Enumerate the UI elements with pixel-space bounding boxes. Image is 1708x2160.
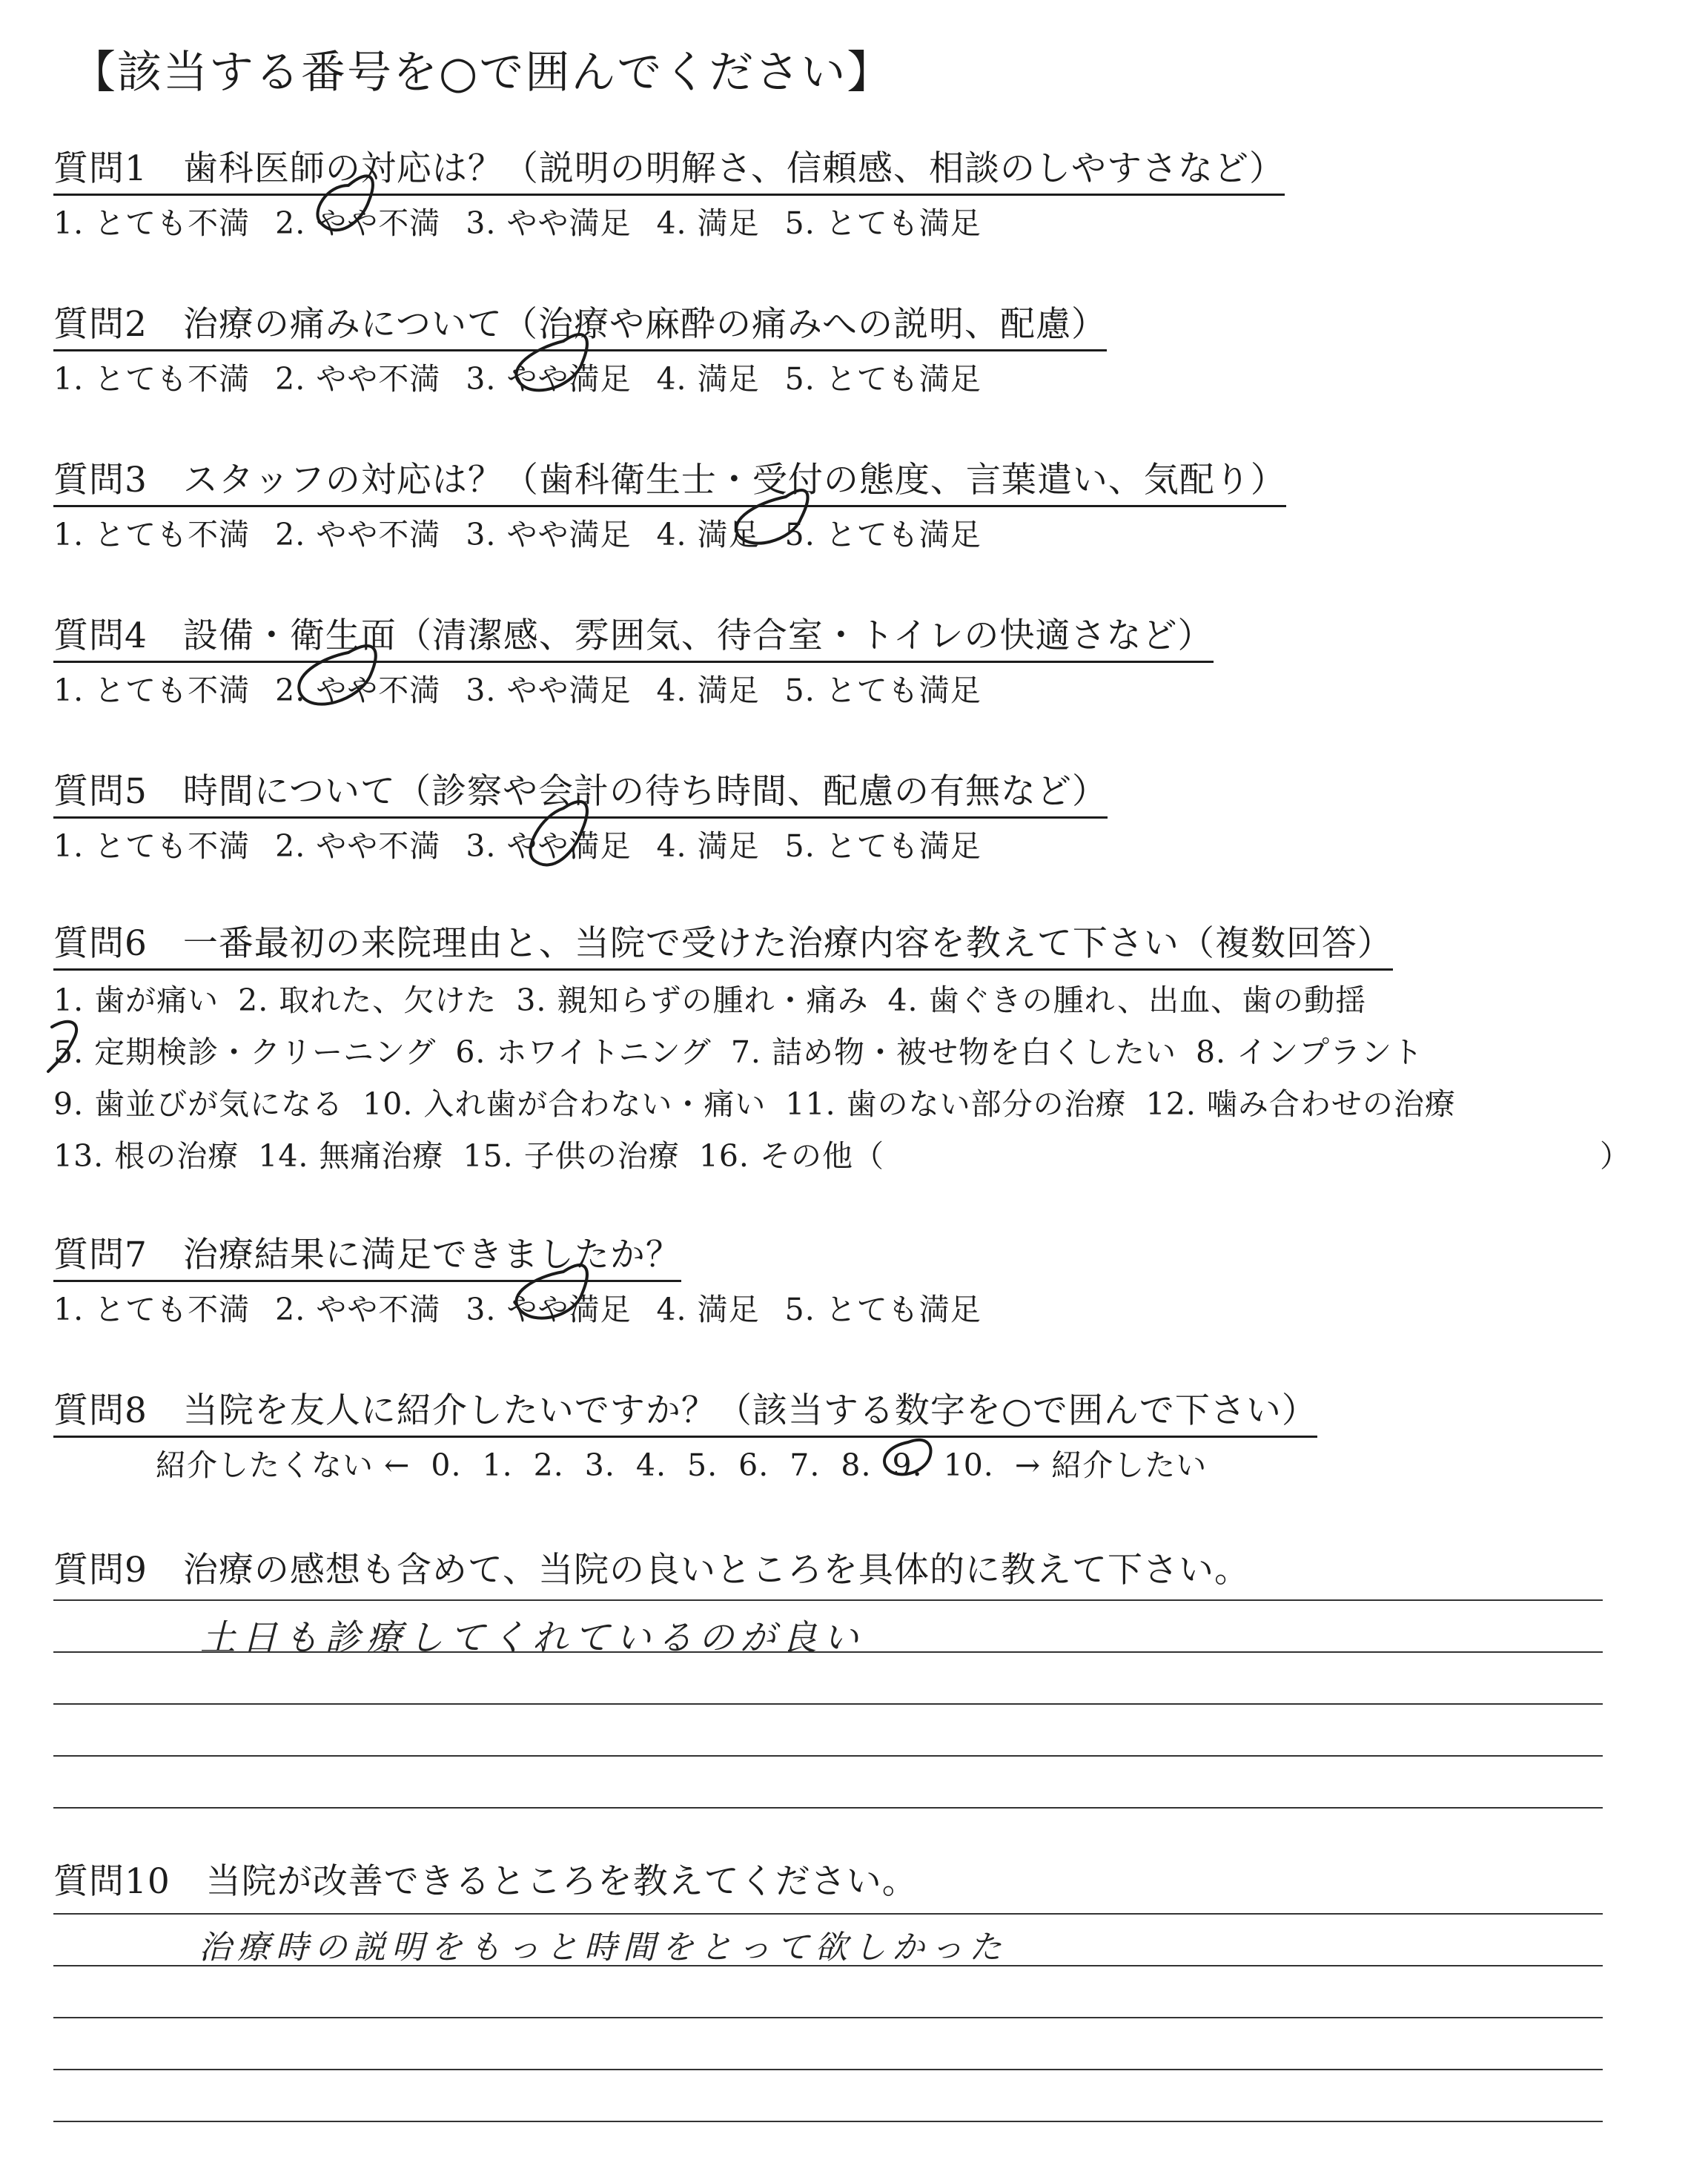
q1-option-4[interactable]: 4. 満足	[656, 205, 760, 241]
answer-line	[53, 2017, 1603, 2018]
question-5-options	[53, 822, 1007, 865]
answer-line	[53, 1703, 1603, 1705]
q6-option-10[interactable]: 10. 入れ歯が合わない・痛い	[363, 1086, 767, 1122]
q8-option-1[interactable]: 1.	[482, 1447, 513, 1483]
q1-option-5[interactable]: 5. とても満足	[784, 205, 982, 241]
q6-option-9[interactable]: 9. 歯並びが気になる	[53, 1086, 344, 1122]
q7-option-2[interactable]: 2. やや不満	[275, 1292, 441, 1327]
question-1-options	[53, 199, 1007, 242]
question-6-row-4	[53, 1132, 904, 1175]
q6-option-16[interactable]: 16. その他（	[698, 1138, 884, 1174]
q6-option-7[interactable]: 7. 詰め物・被せ物を白くしたい	[730, 1034, 1176, 1070]
question-5-title: 質問5 時間について（診察や会計の待ち時間、配慮の有無など）	[53, 764, 1108, 819]
q6-option-13[interactable]: 13. 根の治療	[53, 1138, 239, 1174]
q6-option-2[interactable]: 2. 取れた、欠けた	[238, 982, 497, 1018]
q6-option-15[interactable]: 15. 子供の治療	[463, 1138, 680, 1174]
answer-line	[53, 1913, 1603, 1915]
answer-line	[53, 1807, 1603, 1809]
q7-option-5[interactable]: 5. とても満足	[784, 1292, 982, 1327]
q7-option-3[interactable]: 3. やや満足	[466, 1292, 632, 1327]
q2-option-4[interactable]: 4. 満足	[656, 361, 760, 397]
q8-option-0[interactable]: 0.	[431, 1447, 462, 1483]
q8-left-label: 紹介したくない ←	[156, 1447, 411, 1483]
question-7-options	[53, 1285, 1007, 1329]
answer-line	[53, 1755, 1603, 1757]
q6-option-3[interactable]: 3. 親知らずの腫れ・痛み	[516, 982, 869, 1018]
question-9-answer[interactable]: 土日も診療してくれているのが良い	[200, 1617, 865, 1659]
q6-other-close: ）	[1600, 1138, 1630, 1174]
q2-option-2[interactable]: 2. やや不満	[275, 361, 441, 397]
q5-option-4[interactable]: 4. 満足	[656, 828, 760, 864]
question-4-options	[53, 666, 1007, 710]
q3-option-1[interactable]: 1. とても不満	[53, 517, 251, 552]
q1-option-3[interactable]: 3. やや満足	[466, 205, 632, 241]
question-10-answer[interactable]: 治療時の説明をもっと時間をとって欲しかった	[199, 1929, 1008, 1966]
answer-line	[53, 1965, 1603, 1966]
q8-option-5[interactable]: 5.	[687, 1447, 718, 1483]
q1-option-2[interactable]: 2. やや不満	[275, 205, 441, 241]
q8-option-2[interactable]: 2.	[533, 1447, 564, 1483]
question-8-title: 質問8 当院を友人に紹介したいですか？（該当する数字を○で囲んで下さい）	[53, 1383, 1317, 1438]
q7-option-4[interactable]: 4. 満足	[656, 1292, 760, 1327]
q8-option-8[interactable]: 8.	[841, 1447, 872, 1483]
q8-option-7[interactable]: 7.	[790, 1447, 821, 1483]
q3-option-5[interactable]: 5. とても満足	[784, 517, 982, 552]
q4-option-4[interactable]: 4. 満足	[656, 673, 760, 708]
q2-option-3[interactable]: 3. やや満足	[466, 361, 632, 397]
q8-option-9[interactable]: 9.	[892, 1447, 923, 1483]
answer-line	[53, 2069, 1603, 2070]
q2-option-5[interactable]: 5. とても満足	[784, 361, 982, 397]
q6-option-12[interactable]: 12. 噛み合わせの治療	[1145, 1086, 1456, 1122]
q5-option-1[interactable]: 1. とても不満	[53, 828, 251, 864]
question-6-row-3	[53, 1080, 1475, 1123]
q6-option-5[interactable]: 5. 定期検診・クリーニング	[53, 1034, 437, 1070]
question-8-scale	[156, 1441, 1228, 1484]
q4-option-3[interactable]: 3. やや満足	[466, 673, 632, 708]
answer-line	[53, 2121, 1603, 2122]
answer-line	[53, 1599, 1603, 1601]
question-6-row-2	[53, 1028, 1443, 1071]
q1-option-1[interactable]: 1. とても不満	[53, 205, 251, 241]
q8-right-label: → 紹介したい	[1014, 1447, 1208, 1483]
question-3-title: 質問3 スタッフの対応は？（歯科衛生士・受付の態度、言葉遣い、気配り）	[53, 452, 1286, 507]
q8-option-3[interactable]: 3.	[584, 1447, 615, 1483]
q4-option-5[interactable]: 5. とても満足	[784, 673, 982, 708]
answer-line	[53, 1651, 1603, 1653]
q5-option-3[interactable]: 3. やや満足	[466, 828, 632, 864]
q4-option-2[interactable]: 2. やや不満	[275, 673, 441, 708]
question-7-title: 質問7 治療結果に満足できましたか？	[53, 1227, 681, 1282]
q3-option-2[interactable]: 2. やや不満	[275, 517, 441, 552]
question-9-title: 質問9 治療の感想も含めて、当院の良いところを具体的に教えて下さい。	[53, 1550, 1250, 1591]
question-2-options	[53, 354, 1007, 398]
question-2-title: 質問2 治療の痛みについて（治療や麻酔の痛みへの説明、配慮）	[53, 297, 1107, 351]
q8-option-6[interactable]: 6.	[738, 1447, 769, 1483]
q6-option-1[interactable]: 1. 歯が痛い	[53, 982, 219, 1018]
form-header: 【該当する番号を○で囲んでください】	[71, 47, 893, 99]
q8-option-4[interactable]: 4.	[635, 1447, 667, 1483]
q3-option-4[interactable]: 4. 満足	[656, 517, 760, 552]
question-1-title: 質問1 歯科医師の対応は？（説明の明解さ、信頼感、相談のしやすさなど）	[53, 141, 1285, 196]
question-6-row-1	[53, 976, 1386, 1020]
q6-option-6[interactable]: 6. ホワイトニング	[455, 1034, 712, 1070]
q6-option-14[interactable]: 14. 無痛治療	[258, 1138, 444, 1174]
q6-option-4[interactable]: 4. 歯ぐきの腫れ、出血、歯の動揺	[887, 982, 1367, 1018]
question-6-title: 質問6 一番最初の来院理由と、当院で受けた治療内容を教えて下さい（複数回答）	[53, 916, 1393, 971]
q6-option-8[interactable]: 8. インプラント	[1195, 1034, 1424, 1070]
q5-option-5[interactable]: 5. とても満足	[784, 828, 982, 864]
q6-option-11[interactable]: 11. 歯のない部分の治療	[785, 1086, 1127, 1122]
q2-option-1[interactable]: 1. とても不満	[53, 361, 251, 397]
q8-option-10[interactable]: 10.	[943, 1447, 994, 1483]
q4-option-1[interactable]: 1. とても不満	[53, 673, 251, 708]
q7-option-1[interactable]: 1. とても不満	[53, 1292, 251, 1327]
question-4-title: 質問4 設備・衛生面（清潔感、雰囲気、待合室・トイレの快適さなど）	[53, 608, 1214, 663]
question-3-options	[53, 510, 1007, 554]
question-10-title: 質問10 当院が改善できるところを教えてください。	[53, 1861, 918, 1902]
q3-option-3[interactable]: 3. やや満足	[466, 517, 632, 552]
q5-option-2[interactable]: 2. やや不満	[275, 828, 441, 864]
